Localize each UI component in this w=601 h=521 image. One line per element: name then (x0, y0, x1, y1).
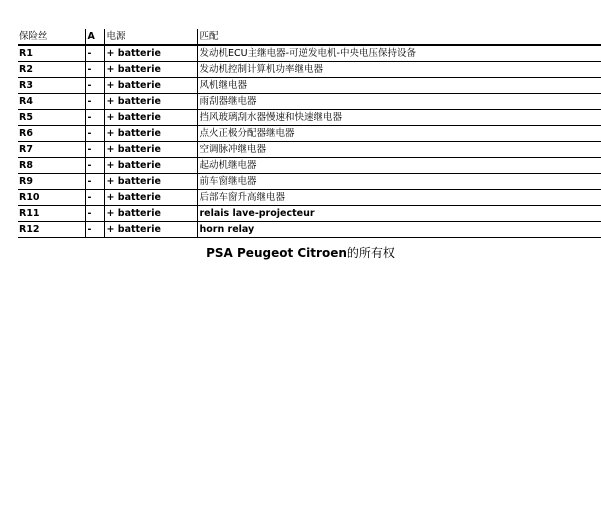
cell-assignment: 起动机继电器 (197, 158, 601, 174)
header-row (18, 29, 601, 45)
cell-assignment: 发动机控制计算机功率继电器 (197, 62, 601, 78)
cell-source: + batterie (104, 126, 197, 142)
cell-assignment: 空调脉冲继电器 (197, 142, 601, 158)
table-row (18, 62, 601, 78)
cell-a: - (85, 158, 104, 174)
header-a: A (85, 29, 104, 45)
cell-source: + batterie (104, 110, 197, 126)
fuse-table (18, 29, 601, 238)
cell-fuse: R4 (18, 94, 85, 110)
cell-a: - (85, 110, 104, 126)
cell-fuse: R12 (18, 222, 85, 238)
cell-source: + batterie (104, 45, 197, 62)
cell-source: + batterie (104, 78, 197, 94)
header-assignment: 匹配 (197, 29, 601, 45)
cell-fuse: R2 (18, 62, 85, 78)
cell-fuse: R11 (18, 206, 85, 222)
table-row (18, 94, 601, 110)
cell-assignment: 风机继电器 (197, 78, 601, 94)
cell-a: - (85, 222, 104, 238)
cell-fuse: R8 (18, 158, 85, 174)
cell-assignment: horn relay (197, 222, 601, 238)
cell-fuse: R9 (18, 174, 85, 190)
footer-brand: PSA Peugeot Citroen (206, 246, 347, 260)
cell-a: - (85, 94, 104, 110)
cell-a: - (85, 62, 104, 78)
footer-suffix: 的所有权 (346, 246, 395, 260)
cell-assignment: 发动机ECU主继电器-可逆发电机-中央电压保持设备 (197, 45, 601, 62)
table-row (18, 174, 601, 190)
cell-a: - (85, 45, 104, 62)
table-row (18, 206, 601, 222)
cell-fuse: R6 (18, 126, 85, 142)
table-row (18, 110, 601, 126)
cell-source: + batterie (104, 190, 197, 206)
cell-source: + batterie (104, 158, 197, 174)
cell-fuse: R1 (18, 45, 85, 62)
cell-assignment: 前车窗继电器 (197, 174, 601, 190)
table-row (18, 158, 601, 174)
header-source: 电源 (104, 29, 197, 45)
cell-fuse: R10 (18, 190, 85, 206)
cell-assignment: 挡风玻璃刮水器慢速和快速继电器 (197, 110, 601, 126)
copyright-footer (0, 245, 601, 261)
cell-fuse: R5 (18, 110, 85, 126)
cell-a: - (85, 190, 104, 206)
cell-a: - (85, 142, 104, 158)
table-row (18, 126, 601, 142)
table-row (18, 142, 601, 158)
cell-assignment: 点火正极分配器继电器 (197, 126, 601, 142)
table-row (18, 190, 601, 206)
cell-source: + batterie (104, 206, 197, 222)
cell-assignment: 雨刮器继电器 (197, 94, 601, 110)
table-row (18, 45, 601, 62)
cell-source: + batterie (104, 62, 197, 78)
table-row (18, 78, 601, 94)
cell-source: + batterie (104, 222, 197, 238)
cell-fuse: R3 (18, 78, 85, 94)
cell-assignment: relais lave-projecteur (197, 206, 601, 222)
cell-a: - (85, 126, 104, 142)
cell-assignment: 后部车窗升高继电器 (197, 190, 601, 206)
cell-source: + batterie (104, 174, 197, 190)
cell-a: - (85, 174, 104, 190)
header-fuse: 保险丝 (18, 29, 85, 45)
cell-fuse: R7 (18, 142, 85, 158)
fuse-table-body (18, 45, 601, 238)
cell-source: + batterie (104, 142, 197, 158)
cell-a: - (85, 206, 104, 222)
fuse-table-head (18, 29, 601, 45)
cell-a: - (85, 78, 104, 94)
table-row (18, 222, 601, 238)
cell-source: + batterie (104, 94, 197, 110)
